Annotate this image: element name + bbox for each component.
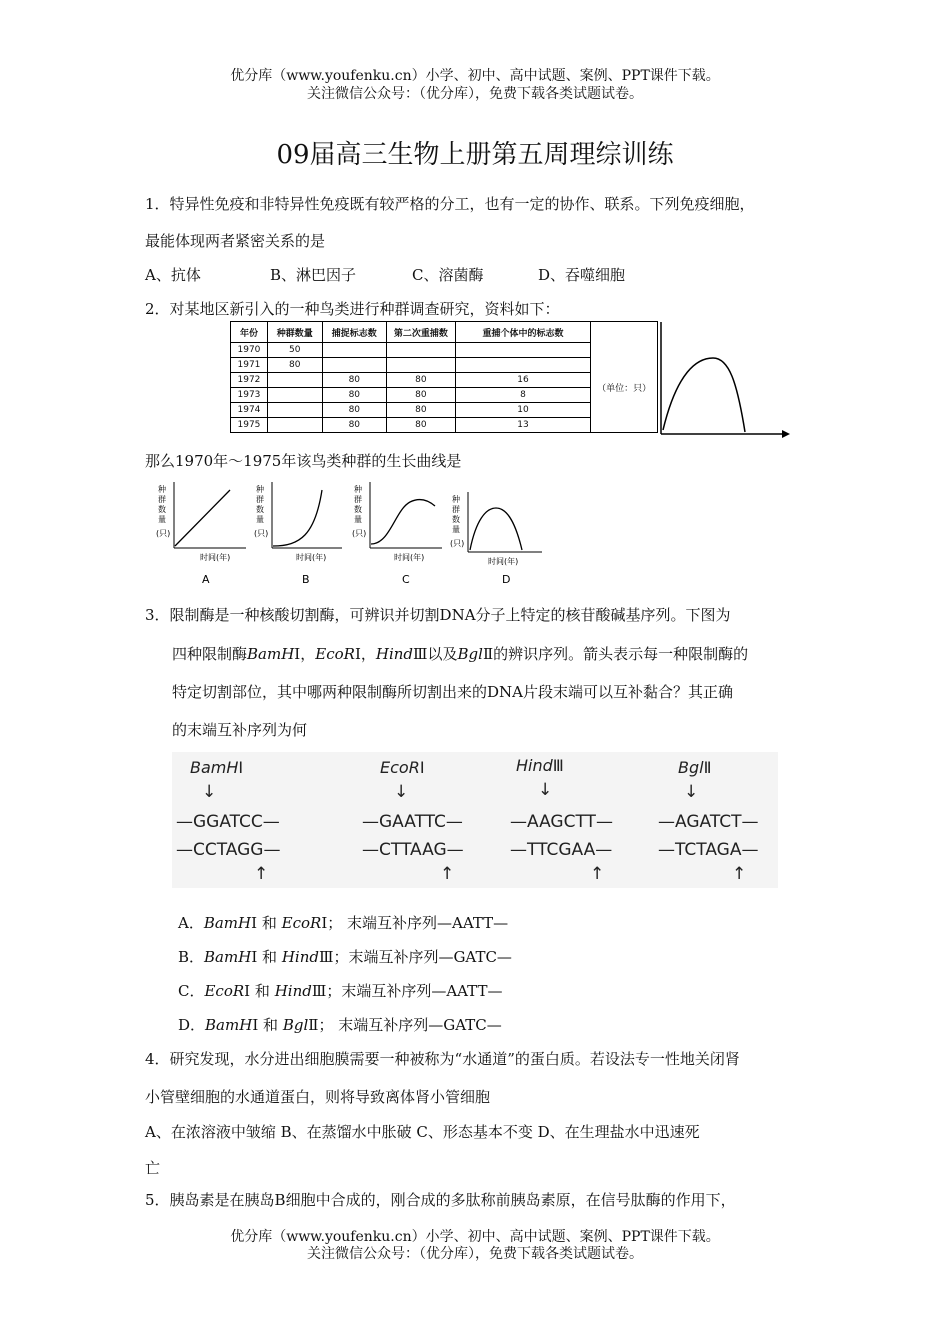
graph-c-ylabel-3: 数 (354, 505, 362, 514)
table-cell (267, 388, 322, 403)
table-cell (455, 343, 591, 358)
th-unit-col (591, 322, 658, 343)
q3-line2-a: 四种限制酶 (172, 645, 248, 663)
q3-eco: EcoR (315, 645, 355, 663)
q4-wrap: 亡 (145, 1159, 161, 1177)
q3-bgl: Bgl (457, 645, 483, 663)
header-line-2: 关注微信公众号：（优分库），免费下载各类试题试卷。 (307, 86, 643, 102)
table-cell: 16 (455, 373, 591, 388)
footer-line-1: 优分库（www.youfenku.cn）小学、初中、高中试题、案例、PPT课件下载。 (230, 1229, 720, 1245)
q3-opt-d-e2: Bgl (282, 1016, 309, 1034)
graph-b-ylabel: 种 (256, 485, 264, 494)
graph-a-xlabel: 时间(年) (200, 553, 231, 562)
table-cell: 80 (387, 418, 455, 433)
graph-c-ylabel-4: 量 (354, 515, 362, 524)
table-cell (322, 358, 387, 373)
enzyme-hindiii-arrow-up: ↑ (590, 864, 605, 884)
graph-a-ylabel: 种 (158, 485, 166, 494)
page-title: 09届高三生物上册第五周理综训练 (276, 140, 674, 170)
table-cell: 80 (322, 403, 387, 418)
table-cell (267, 373, 322, 388)
graph-b-ylabel-4: 量 (256, 515, 264, 524)
q3-opt-c-pre: C． (178, 982, 205, 1000)
q3-line1: 3．限制酶是一种核酸切割酶，可辨识并切割DNA分子上特定的核苷酸碱基序列。下图为 (145, 606, 731, 624)
graph-d-ylabel-4: 量 (452, 525, 460, 534)
graph-a-ylabel-5: (只) (156, 529, 171, 538)
q3-option-b (178, 946, 512, 967)
enzyme-hindiii-bottom: —TTCGAA— (510, 840, 613, 860)
ref-curve (663, 358, 745, 432)
graphs-row (150, 480, 550, 590)
q3-opt-b-e2: Hind (281, 948, 319, 966)
table-header-row (231, 322, 658, 343)
table-cell: 80 (322, 388, 387, 403)
graph-b-ylabel-2: 群 (256, 495, 264, 504)
q1-option-c: C、溶菌酶 (412, 266, 484, 284)
q3-hind: Hind (375, 645, 414, 663)
th-recapture: 第二次重捕数 (387, 322, 455, 343)
q3-opt-d-mid: 和 (263, 1016, 279, 1034)
graph-a-curve (175, 490, 230, 546)
enzyme-figure (172, 752, 778, 888)
q3-opt-a-e1-num: I (251, 914, 258, 932)
table-cell (387, 358, 455, 373)
graph-d-ylabel-3: 数 (452, 515, 460, 524)
ref-x-arrow (782, 430, 790, 438)
graph-d-ylabel-5: (只) (450, 539, 465, 548)
q3-opt-a-e2: EcoR (281, 914, 322, 932)
table-cell: 1970 (231, 343, 268, 358)
q3-line4: 的末端互补序列为何 (172, 721, 308, 739)
header-line-1: 优分库（www.youfenku.cn）小学、初中、高中试题、案例、PPT课件下载。 (230, 68, 720, 84)
enzyme-bamhi-num: I (238, 758, 244, 777)
graph-c-ylabel-5: (只) (352, 529, 367, 538)
q3-line2 (172, 643, 748, 664)
enzyme-bglii-arrow-down: ↓ (684, 782, 699, 802)
table-cell: 80 (267, 358, 322, 373)
graph-b (254, 482, 342, 586)
table-cell: 80 (387, 373, 455, 388)
q3-opt-b-post: ；末端互补序列—GATC— (333, 948, 512, 966)
q3-opt-d-e2-num: Ⅱ (308, 1016, 319, 1034)
q3-option-c (178, 980, 502, 1001)
q3-eco-num: I (354, 645, 361, 663)
graph-d-curve (470, 508, 522, 550)
th-marked: 捕捉标志数 (322, 322, 387, 343)
table-cell: 1974 (231, 403, 268, 418)
q3-opt-d-e1-num: I (252, 1016, 259, 1034)
q3-option-a (178, 912, 508, 933)
graph-c-label: C (402, 573, 410, 586)
q3-bam-num: I (294, 645, 301, 663)
enzyme-bamhi-top: —GGATCC— (176, 812, 280, 832)
enzyme-bglii-bottom: —TCTAGA— (658, 840, 759, 860)
table-cell: 80 (387, 403, 455, 418)
graph-d-xlabel: 时间(年) (488, 557, 519, 566)
enzyme-ecori-name-text: EcoR (380, 758, 420, 777)
graph-a-label: A (202, 573, 210, 586)
table-cell: 80 (322, 373, 387, 388)
enzyme-hindiii-top: —AAGCTT— (510, 812, 613, 832)
enzyme-hindiii-name-text: Hind (516, 756, 553, 775)
q3-opt-a-e2-num: I (321, 914, 328, 932)
enzyme-hindiii-name (516, 756, 564, 775)
q3-line2-c: ， (360, 645, 376, 663)
graph-d (450, 492, 542, 586)
table-cell (267, 403, 322, 418)
q3-line3: 特定切割部位，其中哪两种限制酶所切割出来的DNA片段末端可以互补黏合？其正确 (172, 683, 733, 701)
q3-opt-d-e1: BamH (205, 1016, 253, 1034)
q3-line2-d: 以及 (427, 645, 458, 663)
graph-a (156, 482, 246, 586)
table-cell (322, 343, 387, 358)
enzyme-bamhi-name-text: BamH (190, 758, 239, 777)
reference-curve-graph (657, 322, 792, 446)
graph-c-ylabel-2: 群 (354, 495, 362, 504)
q3-opt-a-pre: A． (178, 914, 204, 932)
option-graphs (150, 480, 550, 590)
q3-bam: BamH (247, 645, 295, 663)
q3-opt-b-e1-num: I (251, 948, 258, 966)
enzyme-hindiii-num: Ⅲ (552, 756, 564, 775)
enzyme-bamhi-arrow-down: ↓ (202, 782, 217, 802)
enzyme-bamhi-arrow-up: ↑ (254, 864, 269, 884)
q3-opt-c-post: ；末端互补序列—AATT— (326, 982, 503, 1000)
q3-opt-b-pre: B． (178, 948, 205, 966)
q3-bgl-num: Ⅱ (482, 645, 494, 663)
enzyme-bglii-name (678, 758, 711, 777)
enzyme-bamhi-bottom: —CCTAGG— (176, 840, 281, 860)
graph-a-ylabel-2: 群 (158, 495, 166, 504)
graph-b-label: B (302, 573, 310, 586)
table-cell: 1971 (231, 358, 268, 373)
graph-a-ylabel-3: 数 (158, 505, 166, 514)
enzyme-ecori-arrow-down: ↓ (394, 782, 409, 802)
population-table (230, 321, 658, 433)
q3-opt-b-mid: 和 (262, 948, 278, 966)
q3-opt-a-e1: BamH (203, 914, 252, 932)
th-year: 年份 (231, 322, 268, 343)
enzyme-ecori-name (380, 758, 425, 777)
table-row (231, 343, 658, 358)
enzyme-bglii-num: Ⅱ (703, 758, 712, 777)
enzyme-bglii-top: —AGATCT— (658, 812, 759, 832)
q3-opt-d-pre: D． (178, 1016, 206, 1034)
q4-line1: 4．研究发现，水分进出细胞膜需要一种被称为“水通道”的蛋白质。若设法专一性地关闭肾 (145, 1050, 740, 1068)
enzyme-ecori-arrow-up: ↑ (440, 864, 455, 884)
q3-opt-a-post: ； 末端互补序列—AATT— (327, 914, 509, 932)
graph-d-ylabel: 种 (452, 495, 460, 504)
q2-stem: 2．对某地区新引入的一种鸟类进行种群调查研究，资料如下： (145, 300, 560, 318)
q4-line2: 小管壁细胞的水通道蛋白，则将导致离体肾小管细胞 (145, 1088, 491, 1106)
graph-d-label: D (502, 573, 511, 586)
q1-option-d: D、吞噬细胞 (538, 266, 626, 284)
graph-b-xlabel: 时间(年) (296, 553, 327, 562)
q3-opt-d-post: ； 末端互补序列—GATC— (318, 1016, 502, 1034)
graph-c-ylabel: 种 (354, 485, 362, 494)
table-cell: 1972 (231, 373, 268, 388)
q3-opt-c-e1: EcoR (204, 982, 245, 1000)
th-population: 种群数量 (267, 322, 322, 343)
q3-opt-c-mid: 和 (254, 982, 270, 1000)
graph-b-curve (273, 490, 322, 546)
enzyme-bglii-name-text: Bgl (678, 758, 704, 777)
graph-c-curve (371, 499, 435, 544)
unit-cell: （单位：只） (591, 343, 658, 433)
graph-c (352, 482, 442, 586)
q3-hind-num: Ⅲ (413, 645, 428, 663)
graph-b-ylabel-3: 数 (256, 505, 264, 514)
q3-opt-c-e2-num: Ⅲ (311, 982, 327, 1000)
graph-c-xlabel: 时间(年) (394, 553, 425, 562)
q3-line2-b: ， (300, 645, 316, 663)
q3-opt-c-e1-num: I (244, 982, 251, 1000)
table-cell: 80 (322, 418, 387, 433)
graph-d-ylabel-2: 群 (452, 505, 460, 514)
table-cell: 1973 (231, 388, 268, 403)
q1-stem-line1: 1．特异性免疫和非特异性免疫既有较严格的分工，也有一定的协作、联系。下列免疫细胞， (145, 195, 755, 213)
table-cell: 8 (455, 388, 591, 403)
enzyme-bamhi-name (190, 758, 243, 777)
enzyme-bglii-arrow-up: ↑ (732, 864, 747, 884)
th-marked-in-recapture: 重捕个体中的标志数 (455, 322, 591, 343)
q3-opt-a-mid: 和 (261, 914, 277, 932)
enzyme-hindiii-arrow-down: ↓ (538, 780, 553, 800)
q3-line2-e: 的辨识序列。箭头表示每一种限制酶的 (493, 645, 749, 663)
graph-a-ylabel-4: 量 (158, 515, 166, 524)
table-cell: 50 (267, 343, 322, 358)
table-cell: 10 (455, 403, 591, 418)
enzyme-ecori-bottom: —CTTAAG— (362, 840, 464, 860)
q3-opt-b-e2-num: Ⅲ (318, 948, 334, 966)
footer-line-2: 关注微信公众号：（优分库），免费下载各类试题试卷。 (307, 1246, 643, 1262)
table-cell: 80 (387, 388, 455, 403)
table-cell: 13 (455, 418, 591, 433)
enzyme-ecori-num: I (419, 758, 425, 777)
graph-b-ylabel-5: (只) (254, 529, 269, 538)
table-cell (455, 358, 591, 373)
q5-line1: 5．胰岛素是在胰岛B细胞中合成的，刚合成的多肽称前胰岛素原，在信号肽酶的作用下， (145, 1191, 736, 1209)
q2-after-text: 那么1970年～1975年该鸟类种群的生长曲线是 (145, 452, 462, 470)
q1-option-b: B、淋巴因子 (270, 266, 357, 284)
q4-options: A、在浓溶液中皱缩 B、在蒸馏水中胀破 C、形态基本不变 D、在生理盐水中迅速死 (145, 1123, 700, 1141)
table-cell: 1975 (231, 418, 268, 433)
q1-stem-line2: 最能体现两者紧密关系的是 (145, 232, 326, 250)
q3-option-d (178, 1014, 502, 1035)
q3-opt-b-e1: BamH (204, 948, 252, 966)
q1-option-a: A、抗体 (145, 266, 201, 284)
q3-opt-c-e2: Hind (274, 982, 312, 1000)
enzyme-ecori-top: —GAATTC— (362, 812, 463, 832)
table-cell (387, 343, 455, 358)
table-cell (267, 418, 322, 433)
